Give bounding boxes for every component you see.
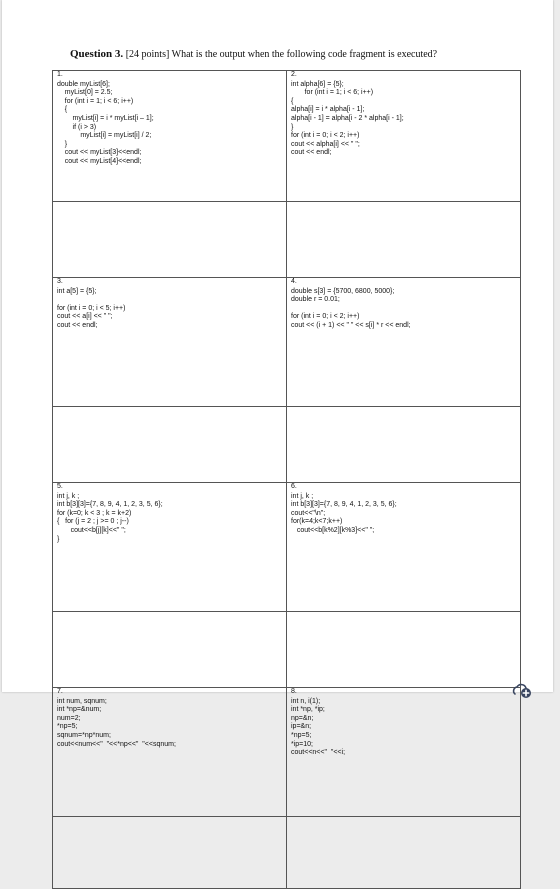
question-number: Question 3. [70, 48, 124, 60]
code-cell [53, 71, 287, 202]
fragment-number: 2. [291, 71, 297, 78]
fragment-number: 1. [57, 71, 63, 78]
answer-cell [53, 817, 287, 889]
grid-row [53, 278, 521, 407]
code-fragment: int a[5] = {5}; for (int i = 0; i < 5; i++) cout << a[i] << " "; cout << endl; [57, 287, 126, 329]
code-fragment: int j, k ; int b[3][3]={7, 8, 9, 4, 1, 2, 3, 5, 6}; cout<<"\n"; for(k=4;k<7;k++) cout<<b[k%2][k%3]<<" "; [291, 492, 397, 534]
add-cloud-icon[interactable] [512, 680, 532, 700]
answer-cell [53, 202, 287, 278]
answer-cell [287, 612, 521, 688]
answer-row [53, 612, 521, 688]
code-fragment: int alpha[6] = {5}; for (int i = 1; i < 6; i++) { alpha[i] = i * alpha[i - 1]; alpha[i - 1] = alpha[i - 2 * alpha[i - 1]; } for (int i = 0; i < 2; i++) cout << alpha[i] << " "; cout << endl; [291, 80, 404, 157]
fragment-number: 7. [57, 688, 63, 695]
code-cell [287, 483, 521, 612]
question-prompt: What is the output when the following code fragment is executed? [171, 49, 438, 60]
add-cloud-icon-graphic [512, 680, 532, 700]
code-cell [53, 688, 287, 817]
fragment-number: 6. [291, 483, 297, 490]
answer-cell [287, 407, 521, 483]
answer-cell [53, 407, 287, 483]
fragment-number: 8. [291, 688, 297, 695]
fragment-number: 4. [291, 278, 297, 285]
code-cell [53, 278, 287, 407]
code-fragment: double myList[6]; myList[0] = 2.5; for (int i = 1; i < 6; i++) { myList[i] = i * myList[i – 1]; if (i > 3) myList[i] = myList[i] / 2; } cout << myList[3]<<endl; cout << myList[4]<<endl; [57, 80, 154, 165]
worksheet-page [2, 0, 553, 757]
answer-row [53, 202, 521, 278]
code-cell [53, 483, 287, 612]
question-heading [70, 48, 540, 60]
question-points: [24 points] [125, 49, 170, 60]
grid-row [53, 688, 521, 817]
code-fragment-grid [52, 70, 521, 889]
answer-cell [53, 612, 287, 688]
answer-cell [287, 817, 521, 889]
answer-row [53, 817, 521, 889]
code-cell [287, 688, 521, 817]
fragment-number: 3. [57, 278, 63, 285]
code-fragment: int n, i(1); int *np, *ip; np=&n; ip=&n; *np=5; *ip=10; cout<<n<<" "<<i; [291, 697, 346, 757]
grid-row [53, 483, 521, 612]
grid-row [53, 71, 521, 202]
fragment-number: 5. [57, 483, 63, 490]
code-fragment: int j, k ; int b[3][3]={7, 8, 9, 4, 1, 2, 3, 5, 6}; for (k=0; k < 3 ; k = k+2) { for (j = 2 ; j >= 0 ; j--) cout<<b[j][k]<<" "; } [57, 492, 163, 543]
code-fragment: int num, sqnum; int *np=&num; num=2; *np=5; sqnum=*np*num; cout<<num<<" "<<*np<<" "<<sqnum; [57, 697, 176, 748]
answer-cell [287, 202, 521, 278]
answer-row [53, 407, 521, 483]
code-fragment: double s[3] = {5700, 6800, 5000}; double r = 0.01; for (int i = 0; i < 2; i++) cout << (i + 1) << " " << s[i] * r << endl; [291, 287, 411, 329]
code-cell [287, 71, 521, 202]
code-cell [287, 278, 521, 407]
